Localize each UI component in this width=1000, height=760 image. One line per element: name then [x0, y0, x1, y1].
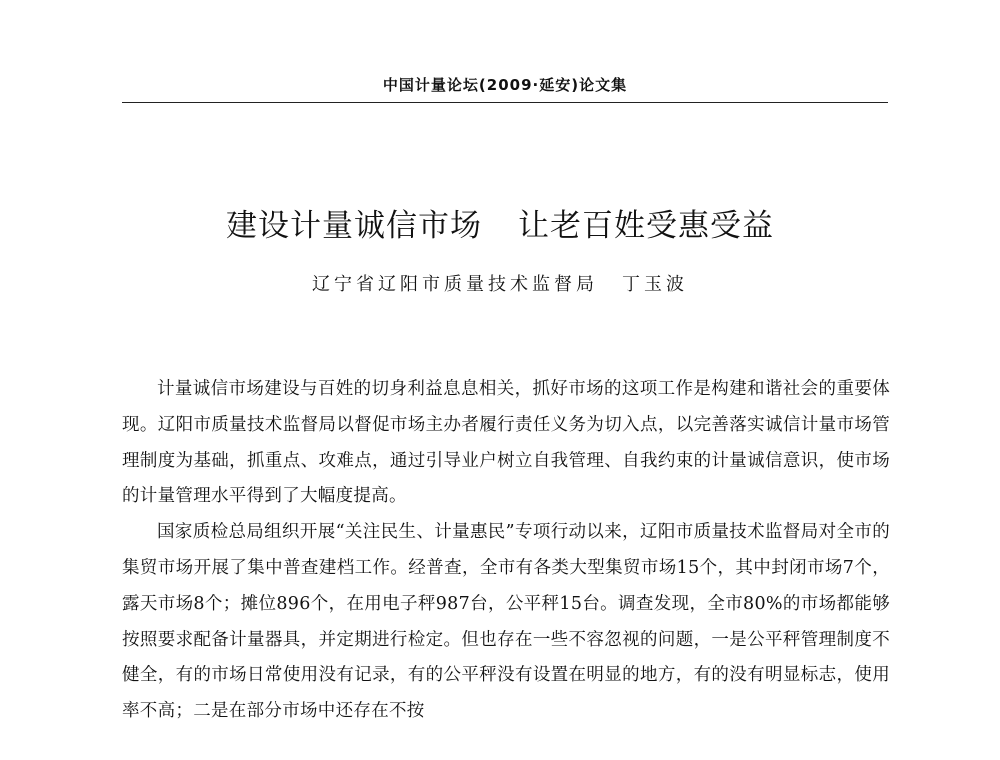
title-part-1: 建设计量诚信市场: [226, 208, 482, 244]
article-title: [0, 200, 1000, 245]
title-part-2: 让老百姓受惠受益: [518, 208, 774, 244]
article-body: [122, 372, 890, 730]
author-name: 丁玉波: [622, 274, 688, 295]
header-rule: [122, 102, 888, 103]
byline: [0, 270, 1000, 296]
author-organization: 辽宁省辽阳市质量技术监督局: [312, 274, 598, 295]
paragraph: 国家质检总局组织开展“关注民生、计量惠民”专项行动以来，辽阳市质量技术监督局对全市的集贸市场开展了集中普查建档工作。经普查，全市有各类大型集贸市场15个，其中封闭市场7个，露天市场8个；摊位896个，在用电子秤987台，公平秤15台。调查发现，全市80%的市场都能够按照要求配备计量器具，并定期进行检定。但也存在一些不容忽视的问题，一是公平秤管理制度不健全，有的市场日常使用没有记录，有的公平秤没有设置在明显的地方，有的没有明显标志，使用率不高；二是在部分市场中还存在不按: [122, 522, 890, 722]
running-header: 中国计量论坛(2009·延安)论文集: [382, 76, 628, 94]
paragraph: 计量诚信市场建设与百姓的切身利益息息相关，抓好市场的这项工作是构建和谐社会的重要体现。辽阳市质量技术监督局以督促市场主办者履行责任义务为切入点，以完善落实诚信计量市场管理制度为基础，抓重点、攻难点，通过引导业户树立自我管理、自我约束的计量诚信意识，使市场的计量管理水平得到了大幅度提高。: [122, 379, 890, 507]
